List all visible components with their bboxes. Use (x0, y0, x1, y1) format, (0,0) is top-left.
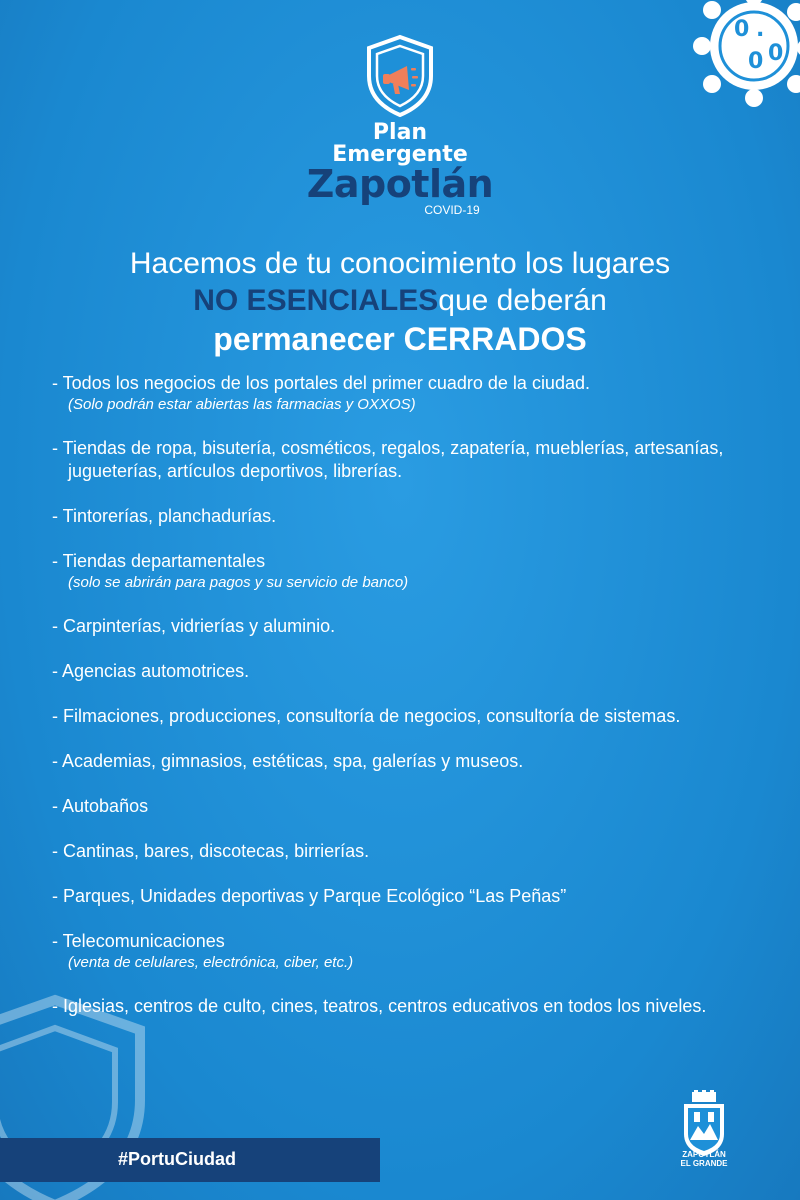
list-item: - Autobaños (52, 796, 149, 816)
closed-places-list (52, 372, 772, 1040)
svg-text:.: . (756, 17, 765, 42)
list-item: - Agencias automotrices. (52, 661, 250, 681)
list-item: - Telecomunicaciones (venta de celulares, electrónica, ciber, etc.) (52, 930, 772, 973)
list-item: - Tiendas de ropa, bisutería, cosméticos, regalos, zapatería, mueblerías, artesanías, jugueterías, artículos deportivos, librerías. (52, 438, 724, 481)
list-item: - Filmaciones, producciones, consultoría de negocios, consultoría de sistemas. (52, 706, 681, 726)
list-item: - Academias, gimnasios, estéticas, spa, galerías y museos. (52, 751, 524, 771)
list-item-text: Filmaciones, producciones, consultoría de negocios, consultoría de sistemas. (63, 706, 681, 726)
no-esenciales-text: NO ESENCIALES (193, 284, 439, 317)
list-item-text: Agencias automotrices. (62, 661, 250, 681)
hashtag-text: #PortuCiudad (118, 1149, 237, 1169)
plan-emergente-logo (0, 34, 800, 218)
logo-plan-text: Plan (372, 120, 428, 145)
list-item: - Iglesias, centros de culto, cines, teatros, centros educativos en todos los niveles. (52, 996, 707, 1016)
headline (0, 245, 800, 359)
headline-line-1: Hacemos de tu conocimiento los lugares (129, 247, 671, 280)
logo-emergente-text: Emergente (332, 142, 468, 167)
list-item-text: Parques, Unidades deportivas y Parque Ecológico “Las Peñas” (63, 886, 567, 906)
crest-label-line-1: ZAPOTLÁN (682, 1150, 726, 1159)
list-item: - Tintorerías, planchadurías. (52, 506, 277, 526)
list-item-text: Cantinas, bares, discotecas, birrierías. (63, 841, 370, 861)
headline-line-2 (0, 283, 800, 319)
crest-label (660, 1150, 748, 1168)
list-item-text: Tintorerías, planchadurías. (62, 506, 277, 526)
svg-text:0: 0 (748, 49, 764, 74)
list-item-note: (Solo podrán estar abiertas las farmacias y OXXOS) (68, 396, 416, 413)
list-item-note: (venta de celulares, electrónica, ciber, etc.) (68, 954, 354, 971)
headline-line-3: permanecer CERRADOS (213, 321, 587, 357)
logo-zapotlan-text: Zapotlán (306, 162, 494, 206)
list-item: - Cantinas, bares, discotecas, birrierías. (52, 841, 370, 861)
list-item-text: Telecomunicaciones (62, 931, 225, 951)
list-item: - Tiendas departamentales (solo se abrirán para pagos y su servicio de banco) (52, 550, 772, 593)
list-item-text: Tiendas departamentales (62, 551, 266, 571)
svg-text:0: 0 (734, 17, 750, 42)
list-item-text: Academias, gimnasios, estéticas, spa, galerías y museos. (62, 751, 524, 771)
list-item-text: Tiendas de ropa, bisutería, cosméticos, regalos, zapatería, mueblerías, artesanías, jugueterías, artículos deportivos, librerías. (62, 438, 724, 481)
list-item: - Parques, Unidades deportivas y Parque Ecológico “Las Peñas” (52, 886, 567, 906)
logo-covid-text: COVID-19 (424, 203, 480, 217)
headline-line-2-rest: que deberán (438, 284, 607, 317)
list-item-note: (solo se abrirán para pagos y su servicio de banco) (68, 574, 409, 591)
list-item-text: Autobaños (62, 796, 149, 816)
list-item: - Carpinterías, vidrierías y aluminio. (52, 616, 336, 636)
list-item-text: Carpinterías, vidrierías y aluminio. (63, 616, 336, 636)
crest-label-line-2: EL GRANDE (680, 1159, 728, 1168)
megaphone-shield-icon (365, 34, 435, 118)
list-item: - Todos los negocios de los portales del primer cuadro de la ciudad. (Solo podrán estar abiertas las farmacias y OXXOS) (52, 372, 772, 415)
svg-text:0: 0 (768, 41, 784, 66)
list-item-text: Iglesias, centros de culto, cines, teatros, centros educativos en todos los niveles. (63, 996, 707, 1016)
list-item-text: Todos los negocios de los portales del primer cuadro de la ciudad. (62, 373, 590, 393)
